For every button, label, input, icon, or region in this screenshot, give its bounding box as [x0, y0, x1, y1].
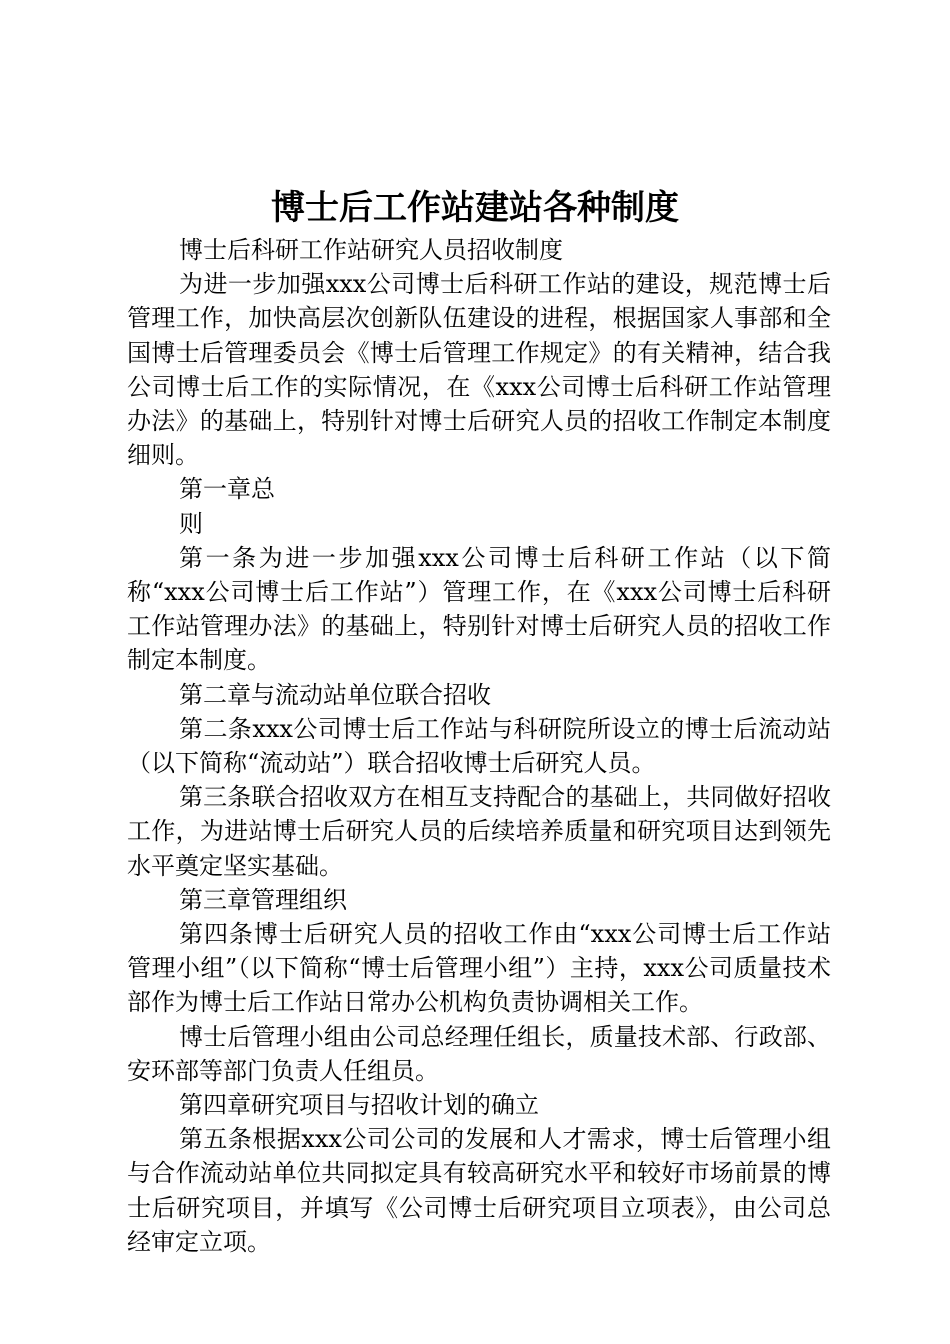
chapter-heading-continued: 则: [179, 509, 203, 538]
article-paragraph: 第五条根据xxx公司公司的发展和人才需求，博士后管理小组与合作流动站单位共同拟定具有较高研究水平和较好市场前景的博士后研究项目，并填写《公司博士后研究项目立项表》，由公司总经审定立项。: [127, 1125, 831, 1256]
article-paragraph: 第三条联合招收双方在相互支持配合的基础上，共同做好招收工作，为进站博士后研究人员的后续培养质量和研究项目达到领先水平奠定坚实基础。: [127, 783, 831, 880]
chapter-heading: 第一章总: [179, 475, 275, 504]
body-paragraph: 博士后管理小组由公司总经理任组长，质量技术部、行政部、安环部等部门负责人任组员。: [127, 1022, 831, 1085]
chapter-heading: 第二章与流动站单位联合招收: [179, 680, 491, 709]
body-paragraph: 为进一步加强xxx公司博士后科研工作站的建设，规范博士后管理工作，加快高层次创新队伍建设的进程，根据国家人事部和全国博士后管理委员会《博士后管理工作规定》的有关精神，结合我公司博士后工作的实际情况，在《xxx公司博士后科研工作站管理办法》的基础上，特别针对博士后研究人员的招收工作制定本制度细则。: [127, 270, 831, 470]
section-heading: 博士后科研工作站研究人员招收制度: [179, 236, 563, 264]
article-paragraph: 第四条博士后研究人员的招收工作由“xxx公司博士后工作站管理小组”（以下简称“博士后管理小组”）主持，xxx公司质量技术部作为博士后工作站日常办公机构负责协调相关工作。: [127, 920, 831, 1017]
chapter-heading: 第四章研究项目与招收计划的确立: [179, 1091, 539, 1120]
document-title: 博士后工作站建站各种制度: [271, 188, 679, 228]
chapter-heading: 第三章管理组织: [179, 885, 347, 914]
article-paragraph: 第一条为进一步加强xxx公司博士后科研工作站（以下简称“xxx公司博士后工作站”）管理工作，在《xxx公司博士后科研工作站管理办法》的基础上，特别针对博士后研究人员的招收工作制定本制度。: [127, 543, 831, 675]
document-body: [127, 233, 831, 1259]
article-paragraph: 第二条xxx公司博士后工作站与科研院所设立的博士后流动站（以下简称“流动站”）联合招收博士后研究人员。: [127, 714, 831, 778]
